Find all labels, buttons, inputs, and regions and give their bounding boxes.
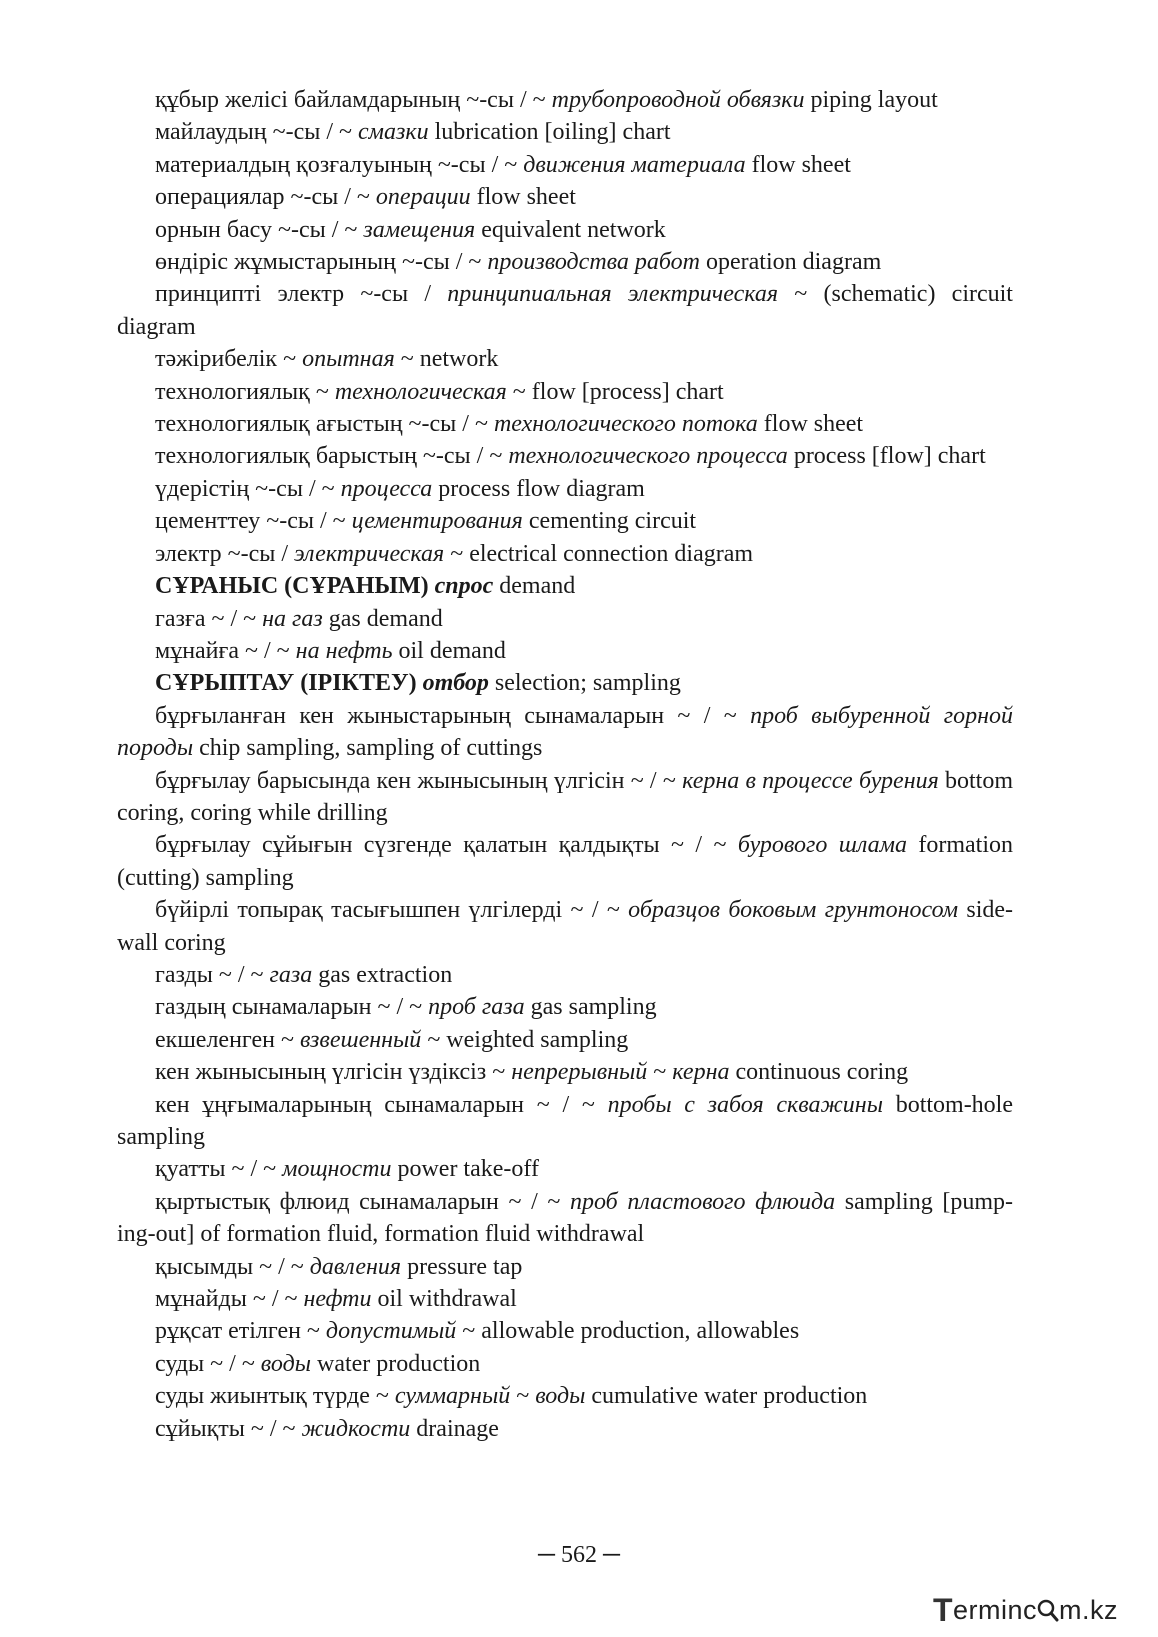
entry-text: бұрғылау сұйығын сүзгенде қалатын қалдықты ~ / ~ <box>155 832 738 859</box>
entry-text: bottom coring, coring while drilling <box>117 767 1013 826</box>
termincom-logo <box>933 1592 1118 1628</box>
entry-text: oil withdrawal <box>371 1286 517 1313</box>
russian-term: нефти <box>303 1286 372 1313</box>
entry-text: cementing circuit <box>522 508 697 535</box>
entry-text: ~ electrical connection diagram <box>444 540 754 567</box>
entry-text: bottom-hole sampling <box>117 1091 1014 1150</box>
entry-text: process [flow] chart <box>787 443 986 470</box>
dictionary-entry <box>117 149 1013 181</box>
entry-text: қысымды ~ / ~ <box>155 1253 310 1280</box>
entry-text: кен жынысының үлгісін үздіксіз ~ <box>155 1059 512 1086</box>
entry-text: тәжірибелік ~ <box>155 346 303 373</box>
entry-text: газды ~ / ~ <box>155 961 270 988</box>
russian-term: мощности <box>282 1156 392 1183</box>
magnifier-icon <box>1037 1597 1059 1623</box>
dictionary-entry <box>117 1153 1013 1185</box>
entry-text: екшеленген ~ <box>155 1026 300 1053</box>
entry-text: цементтеу ~-сы / ~ <box>155 508 352 535</box>
russian-term: газа <box>269 961 313 988</box>
dictionary-entry <box>117 1315 1013 1347</box>
entry-text: қуатты ~ / ~ <box>155 1156 283 1183</box>
russian-term: процесса <box>340 475 433 502</box>
entry-text: sampling [pump-ing-out] of formation fluid, formation fluid withdrawal <box>117 1188 1013 1248</box>
entry-text: continuous coring <box>729 1059 909 1086</box>
russian-term: проб выбуренной горной породы <box>117 702 1013 762</box>
dictionary-entry <box>117 1283 1013 1315</box>
entry-text: ~ (schematic) circuit diagram <box>117 281 1013 340</box>
dictionary-entry <box>117 1251 1013 1283</box>
russian-term: производства работ <box>487 249 700 276</box>
dictionary-entry <box>117 1186 1013 1251</box>
russian-term: смазки <box>358 119 429 146</box>
russian-term: опытная <box>302 346 395 373</box>
entry-text: pressure tap <box>401 1253 523 1280</box>
dictionary-entry <box>117 1056 1013 1088</box>
russian-term: технологического потока <box>493 411 758 438</box>
dictionary-entry <box>117 214 1013 246</box>
russian-term: на нефть <box>295 637 393 664</box>
page-number: ─ 562 ─ <box>537 1542 620 1568</box>
dictionary-entry <box>117 1089 1013 1154</box>
dictionary-entry <box>117 991 1013 1023</box>
dictionary-entry <box>117 473 1013 505</box>
entry-text: flow sheet <box>757 411 864 438</box>
dictionary-entry <box>117 1348 1013 1380</box>
headword: СҰРЫПТАУ (ІРІКТЕУ) <box>155 670 417 697</box>
entry-text: кен ұңғымаларының сынамаларын ~ / ~ <box>155 1091 608 1118</box>
russian-term: технологического процесса <box>508 443 788 470</box>
dictionary-entry <box>117 700 1013 765</box>
russian-term: электрическая <box>294 540 445 567</box>
dictionary-entry <box>117 505 1013 537</box>
dictionary-entry <box>117 894 1013 959</box>
entry-text: gas sampling <box>524 994 657 1021</box>
russian-term: замещения <box>363 216 476 243</box>
entry-text: рұқсат етілген ~ <box>155 1318 326 1345</box>
entry-text: суды жиынтық түрде ~ <box>155 1383 395 1410</box>
dictionary-entry <box>117 959 1013 991</box>
entry-text: ~ flow [process] chart <box>506 378 724 405</box>
dictionary-entry <box>117 181 1013 213</box>
entry-text: power take-off <box>391 1156 539 1183</box>
russian-term: непрерывный <box>511 1059 648 1086</box>
dictionary-entry <box>117 1024 1013 1056</box>
entry-text: мұнайды ~ / ~ <box>155 1286 304 1313</box>
dictionary-entry <box>117 635 1013 667</box>
entry-text: принципті электр ~-сы / <box>155 281 448 308</box>
logo-text-prefix: ermin <box>952 1594 1023 1625</box>
russian-term: образцов боковым грунтоносом <box>628 897 959 924</box>
entry-text: құбыр желісі байламдарының ~-сы / ~ <box>155 87 552 113</box>
entry-text: selection; sampling <box>488 670 681 697</box>
russian-term: керна <box>672 1059 730 1086</box>
entry-text: water production <box>310 1350 481 1377</box>
entry-text: бұрғыланған кен жыныстарының сынамаларын ~ / ~ <box>155 702 751 729</box>
logo-letter-t: T <box>932 1591 953 1628</box>
entry-text: өндіріс жұмыстарының ~-сы / ~ <box>155 249 488 276</box>
dictionary-entry <box>117 116 1013 148</box>
entry-text: бұрғылау барысында кен жынысының үлгісін ~ / ~ <box>155 767 683 794</box>
dictionary-entry <box>117 829 1013 894</box>
headword-russian: отбор <box>422 670 489 697</box>
dictionary-entry <box>117 246 1013 278</box>
dictionary-entry <box>117 278 1013 343</box>
entry-text: мұнайға ~ / ~ <box>155 637 296 664</box>
russian-term: жидкости <box>301 1415 411 1442</box>
dictionary-entry <box>117 765 1013 830</box>
entry-text: газдың сынамаларын ~ / ~ <box>155 994 429 1021</box>
entry-text: flow sheet <box>745 151 851 178</box>
russian-term: на газ <box>262 605 323 632</box>
russian-term: технологическая <box>334 378 507 405</box>
entry-text: технологиялық ағыстың ~-сы / ~ <box>155 411 494 438</box>
russian-term: проб газа <box>428 994 525 1021</box>
entry-text: operation diagram <box>700 249 882 276</box>
dictionary-entry <box>117 538 1013 570</box>
headword: СҰРАНЫС (СҰРАНЫМ) <box>155 573 429 600</box>
russian-term: цементирования <box>351 508 523 535</box>
logo-text-suffix: m.kz <box>1059 1594 1118 1625</box>
dictionary-entry <box>117 1413 1013 1445</box>
entry-text: process flow diagram <box>432 475 645 502</box>
dictionary-entry <box>117 1380 1013 1412</box>
russian-term: воды <box>535 1383 586 1410</box>
entry-text: drainage <box>410 1415 499 1442</box>
entry-text: газға ~ / ~ <box>155 605 263 632</box>
entry-text: үдерістің ~-сы / ~ <box>155 475 341 502</box>
dictionary-entry <box>117 570 1013 602</box>
entry-text: ~ allowable production, allowables <box>456 1318 800 1345</box>
entry-text: cumulative water production <box>585 1383 868 1410</box>
entry-text: side-wall coring <box>117 897 1014 956</box>
dictionary-entry <box>117 603 1013 635</box>
entry-text: formation (cutting) sampling <box>117 832 1014 891</box>
entry-text: қыртыстық флюид сынамаларын ~ / ~ <box>155 1188 570 1215</box>
dictionary-entry <box>117 376 1013 408</box>
entry-text: орнын басу ~-сы / ~ <box>155 216 364 243</box>
entry-text: piping layout <box>804 87 938 113</box>
entry-text: бүйірлі топырақ тасығышпен үлгілерді ~ / ~ <box>155 897 629 924</box>
dictionary-entry <box>117 343 1013 375</box>
headword-russian: спрос <box>434 573 494 600</box>
russian-term: пробы с забоя скважины <box>607 1091 883 1118</box>
russian-term: движения материала <box>523 151 746 178</box>
entry-text: equivalent network <box>475 216 666 243</box>
entry-text: технологиялық ~ <box>155 378 335 405</box>
entry-text: сұйықты ~ / ~ <box>155 1415 302 1442</box>
dictionary-entry <box>117 408 1013 440</box>
russian-term: операции <box>375 184 471 211</box>
entry-text: операциялар ~-сы / ~ <box>155 184 376 211</box>
dictionary-entry <box>117 440 1013 472</box>
entry-text: ~ network <box>394 346 499 373</box>
entry-text: flow sheet <box>470 184 576 211</box>
russian-term: принципиальная электрическая <box>447 281 779 308</box>
russian-term: проб пластового флюида <box>569 1188 836 1215</box>
russian-term: бурового шлама <box>737 832 907 859</box>
entry-text: ~ <box>510 1383 536 1410</box>
dictionary-page <box>117 84 1013 1445</box>
entry-text: gas extraction <box>312 961 453 988</box>
entry-text: gas demand <box>322 605 443 632</box>
russian-term: взвешенный <box>299 1026 422 1053</box>
russian-term: суммарный <box>394 1383 511 1410</box>
entry-text: ~ <box>647 1059 673 1086</box>
russian-term: воды <box>260 1350 311 1377</box>
dictionary-entry <box>117 84 1013 116</box>
entry-text: demand <box>493 573 576 600</box>
entry-text: материалдың қозғалуының ~-сы / ~ <box>155 151 524 178</box>
entry-text: oil demand <box>392 637 506 664</box>
entry-text: lubrication [oiling] chart <box>428 119 671 146</box>
entry-text: электр ~-сы / <box>155 540 295 567</box>
entry-text: ~ weighted sampling <box>421 1026 629 1053</box>
russian-term: керна в процессе бурения <box>682 767 939 794</box>
entry-text: chip sampling, sampling of cuttings <box>193 735 543 762</box>
entry-text: суды ~ / ~ <box>155 1350 261 1377</box>
russian-term: трубопроводной обвязки <box>551 87 805 113</box>
russian-term: допустимый <box>325 1318 457 1345</box>
entry-text: технологиялық барыстың ~-сы / ~ <box>155 443 509 470</box>
dictionary-entry <box>117 667 1013 699</box>
russian-term: давления <box>309 1253 402 1280</box>
entry-text: майлаудың ~-сы / ~ <box>155 119 359 146</box>
logo-text-c: c <box>1023 1594 1037 1625</box>
